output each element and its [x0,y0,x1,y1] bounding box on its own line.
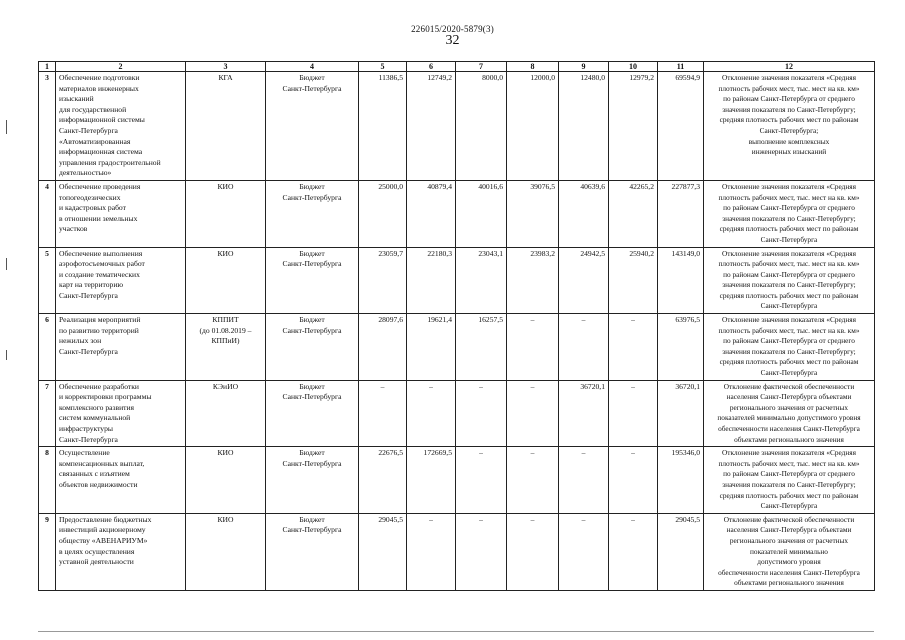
margin-mark [6,120,7,134]
amount-col-5: 22676,5 [359,447,407,514]
amount-total: 195346,0 [658,447,704,514]
indicator-note: Отклонение значения показателя «Средняя плотность рабочих мест, тыс. мест на кв. км» по районам Санкт-Петербурга от среднего значения показателя по Санкт-Петербургу; средняя плотность рабочих мест по районам Санкт-Петербурга [704,180,875,247]
amount-col-5: 23059,7 [359,247,407,314]
indicator-note: Отклонение значения показателя «Средняя плотность рабочих мест, тыс. мест на кв. км» по районам Санкт-Петербурга от среднего значения показателя по Санкт-Петербургу; средняя плотность рабочих мест по районам Санкт-Петербурга [704,447,875,514]
executor: КЭиИО [186,380,266,447]
amount-col-5: 28097,6 [359,314,407,381]
margin-mark [6,350,7,360]
activity-name: Обеспечение подготовки материалов инженерных изысканий для государственной информационной системы Санкт-Петербурга «Автоматизированная информационная система управления градостроительной деятельностью» [56,72,186,181]
executor: КИО [186,447,266,514]
column-header: 3 [186,62,266,72]
indicator-note: Отклонение значения показателя «Средняя плотность рабочих мест, тыс. мест на кв. км» по районам Санкт-Петербурга от среднего значения показателя по Санкт-Петербургу; средняя плотность рабочих мест по районам Санкт-Петербурга [704,247,875,314]
row-number: 7 [39,380,56,447]
table-row [39,513,875,590]
amount-col-8: – [507,447,559,514]
table-row [39,447,875,514]
amount-col-7: 8000,0 [456,72,507,181]
activity-name: Обеспечение разработки и корректировки программы комплексного развития систем коммунальной инфраструктуры Санкт-Петербурга [56,380,186,447]
funding-source: Бюджет Санкт-Петербурга [266,447,359,514]
amount-col-5: – [359,380,407,447]
executor: КИО [186,180,266,247]
activity-name: Предоставление бюджетных инвестиций акционерному обществу «АВЕНАРИУМ» в целях осуществления уставной деятельности [56,513,186,590]
page-bottom-rule [38,631,874,632]
program-funding-table [38,61,875,591]
amount-col-10: 42265,2 [609,180,658,247]
funding-source: Бюджет Санкт-Петербурга [266,380,359,447]
amount-col-7: – [456,447,507,514]
funding-source: Бюджет Санкт-Петербурга [266,247,359,314]
column-header: 5 [359,62,407,72]
column-header: 8 [507,62,559,72]
margin-mark [6,258,7,270]
table-row [39,380,875,447]
amount-col-10: – [609,314,658,381]
amount-col-7: – [456,380,507,447]
amount-col-6: 22180,3 [407,247,456,314]
amount-total: 36720,1 [658,380,704,447]
row-number: 5 [39,247,56,314]
activity-name: Обеспечение выполнения аэрофотосъемочных работ и создание тематических карт на территорию Санкт-Петербурга [56,247,186,314]
amount-col-10: 25940,2 [609,247,658,314]
amount-total: 69594,9 [658,72,704,181]
amount-col-5: 29045,5 [359,513,407,590]
funding-source: Бюджет Санкт-Петербурга [266,513,359,590]
column-header: 9 [559,62,609,72]
amount-col-8: – [507,314,559,381]
funding-source: Бюджет Санкт-Петербурга [266,180,359,247]
amount-col-9: 40639,6 [559,180,609,247]
row-number: 3 [39,72,56,181]
amount-col-9: – [559,314,609,381]
executor: КППИТ (до 01.08.2019 – КППиИ) [186,314,266,381]
amount-col-10: – [609,447,658,514]
table-row [39,72,875,181]
amount-col-6: 19621,4 [407,314,456,381]
column-header: 6 [407,62,456,72]
page-number: 32 [445,33,460,48]
column-header: 11 [658,62,704,72]
funding-source: Бюджет Санкт-Петербурга [266,72,359,181]
amount-col-9: – [559,447,609,514]
row-number: 6 [39,314,56,381]
amount-col-6: 12749,2 [407,72,456,181]
column-header: 7 [456,62,507,72]
indicator-note: Отклонение фактической обеспеченности населения Санкт-Петербурга объектами регионального значения от расчетных показателей минимально допустимого уровня обеспеченности населения Санкт-Петербурга объектами регионального значения [704,513,875,590]
amount-col-7: – [456,513,507,590]
amount-total: 63976,5 [658,314,704,381]
table-row [39,314,875,381]
amount-col-6: – [407,513,456,590]
amount-col-7: 16257,5 [456,314,507,381]
amount-col-6: – [407,380,456,447]
amount-total: 227877,3 [658,180,704,247]
row-number: 9 [39,513,56,590]
indicator-note: Отклонение значения показателя «Средняя плотность рабочих мест, тыс. мест на кв. км» по районам Санкт-Петербурга от среднего значения показателя по Санкт-Петербургу; средняя плотность рабочих мест по районам Санкт-Петербурга; выполнение комплексных инженерных изысканий [704,72,875,181]
amount-col-8: 12000,0 [507,72,559,181]
amount-col-10: 12979,2 [609,72,658,181]
column-header: 12 [704,62,875,72]
column-header: 10 [609,62,658,72]
table-row [39,247,875,314]
amount-col-8: – [507,380,559,447]
column-header: 2 [56,62,186,72]
amount-col-8: 39076,5 [507,180,559,247]
document-registration-number: 226015/2020-5879(3) [411,24,494,34]
amount-total: 143149,0 [658,247,704,314]
amount-col-5: 11386,5 [359,72,407,181]
activity-name: Реализация мероприятий по развитию территорий нежилых зон Санкт-Петербурга [56,314,186,381]
executor: КИО [186,513,266,590]
amount-col-9: 36720,1 [559,380,609,447]
amount-col-10: – [609,513,658,590]
column-header: 1 [39,62,56,72]
executor: КИО [186,247,266,314]
amount-col-7: 40016,6 [456,180,507,247]
amount-col-9: 12480,0 [559,72,609,181]
funding-source: Бюджет Санкт-Петербурга [266,314,359,381]
amount-col-5: 25000,0 [359,180,407,247]
amount-total: 29045,5 [658,513,704,590]
amount-col-8: – [507,513,559,590]
row-number: 4 [39,180,56,247]
amount-col-10: – [609,380,658,447]
executor: КГА [186,72,266,181]
amount-col-9: 24942,5 [559,247,609,314]
activity-name: Обеспечение проведения топогеодезических и кадастровых работ в отношении земельных участков [56,180,186,247]
activity-name: Осуществление компенсационных выплат, связанных с изъятием объектов недвижимости [56,447,186,514]
amount-col-9: – [559,513,609,590]
column-header: 4 [266,62,359,72]
indicator-note: Отклонение фактической обеспеченности населения Санкт-Петербурга объектами регионального значения от расчетных показателей минимально допустимого уровня обеспеченности населения Санкт-Петербурга объектами регионального значения [704,380,875,447]
indicator-note: Отклонение значения показателя «Средняя плотность рабочих мест, тыс. мест на кв. км» по районам Санкт-Петербурга от среднего значения показателя по Санкт-Петербургу; средняя плотность рабочих мест по районам Санкт-Петербурга [704,314,875,381]
amount-col-6: 40879,4 [407,180,456,247]
amount-col-8: 23983,2 [507,247,559,314]
amount-col-6: 172669,5 [407,447,456,514]
amount-col-7: 23043,1 [456,247,507,314]
row-number: 8 [39,447,56,514]
column-number-row [39,62,875,72]
table-row [39,180,875,247]
